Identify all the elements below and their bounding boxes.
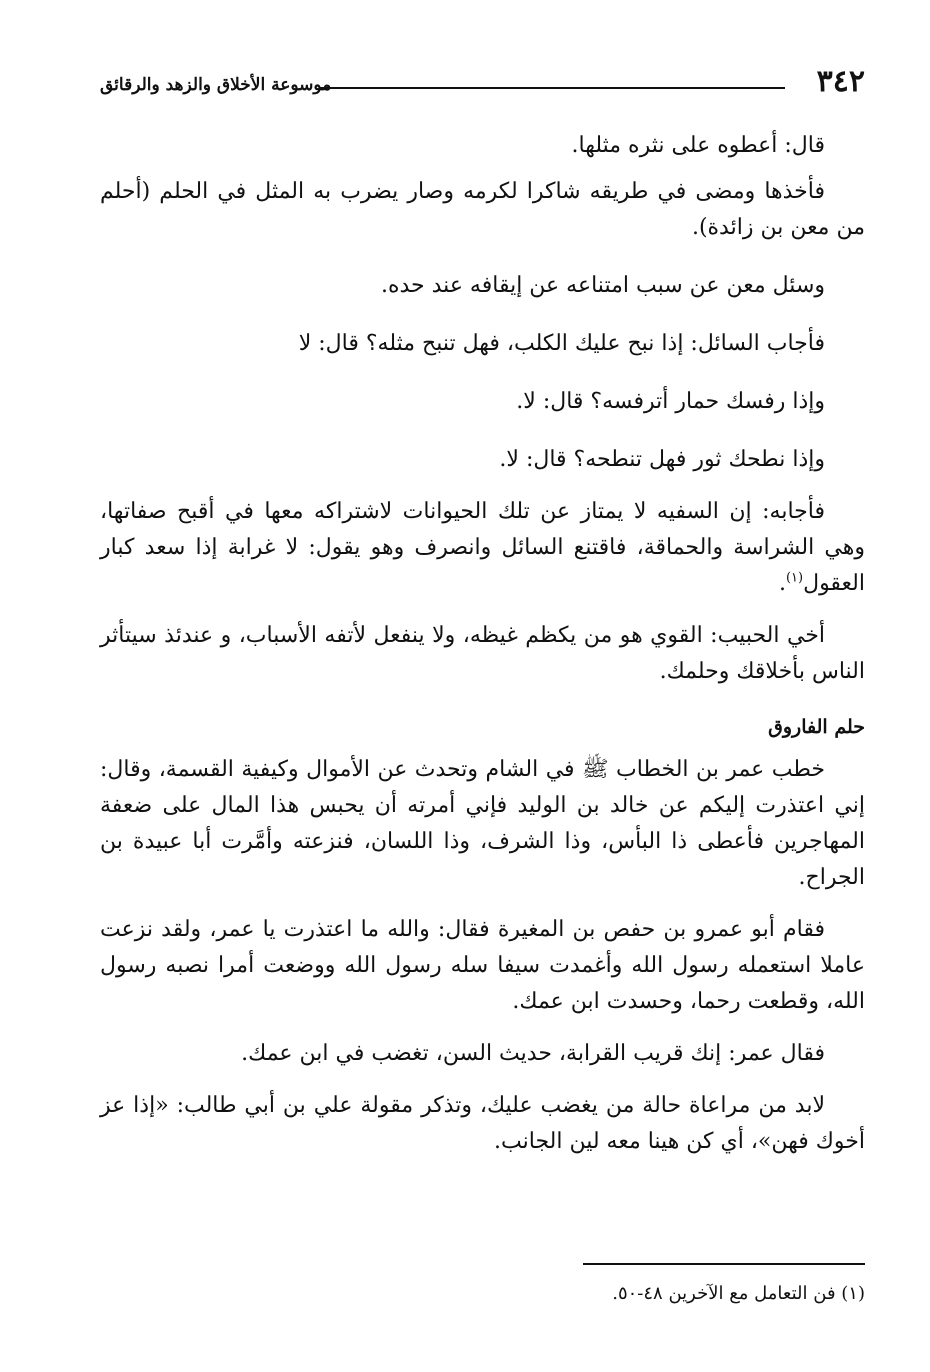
- paragraph: قال: أعطوه على نثره مثلها.: [571, 133, 825, 158]
- paragraph: [100, 494, 865, 602]
- paragraph: خطب عمر بن الخطاب ﷺ في الشام وتحدث عن الأموال وكيفية القسمة، وقال: إني اعتذرت إليكم عن خالد بن الوليد فإني أمرته أن يحبس هذا المال على ضعفة المهاجرين فأعطى ذا البأس، وذا الشرف، وذا اللسان، فنزعته وأمَّرت أبا عبيدة بن الجراح.: [100, 757, 865, 890]
- paragraph: وإذا نطحك ثور فهل تنطحه؟ قال: لا.: [499, 447, 825, 472]
- paragraph-text: فأجابه: إن السفيه لا يمتاز عن تلك الحيوانات لاشتراكه معها في أقبح صفاتها، وهي الشراسة والحماقة، فاقتنع السائل وانصرف وهو يقول: لا غرابة إذا سعد كبار العقول: [100, 499, 865, 596]
- page-body: [100, 128, 865, 1160]
- paragraph: فأجاب السائل: إذا نبح عليك الكلب، فهل تنبح مثله؟ قال: لا: [298, 331, 825, 356]
- footnote-reference: (١): [785, 570, 804, 586]
- header-rule: [320, 87, 785, 89]
- paragraph: فأخذها ومضى في طريقه شاكرا لكرمه وصار يضرب به المثل في الحلم (أحلم من معن بن زائدة).: [100, 179, 865, 240]
- page-header: [100, 66, 865, 102]
- paragraph-end: .: [778, 571, 786, 596]
- running-title: موسوعة الأخلاق والزهد والرقائق: [100, 75, 332, 95]
- section-heading: حلم الفاروق: [768, 716, 865, 738]
- paragraph: فقال عمر: إنك قريب القرابة، حديث السن، تغضب في ابن عمك.: [241, 1041, 825, 1066]
- paragraph: أخي الحبيب: القوي هو من يكظم غيظه، ولا ينفعل لأتفه الأسباب، و عندئذ سيتأثر الناس بأخلاقك وحلمك.: [100, 623, 865, 684]
- footnote-rule: [583, 1263, 865, 1265]
- paragraph: لابد من مراعاة حالة من يغضب عليك، وتذكر مقولة علي بن أبي طالب: «إذا عز أخوك فهن»، أي كن هينا معه لين الجانب.: [100, 1093, 865, 1154]
- paragraph: وإذا رفسك حمار أترفسه؟ قال: لا.: [516, 389, 825, 414]
- paragraph: وسئل معن عن سبب امتناعه عن إيقافه عند حده.: [380, 273, 825, 298]
- paragraph: فقام أبو عمرو بن حفص بن المغيرة فقال: والله ما اعتذرت يا عمر، ولقد نزعت عاملا استعمله رسول الله وأغمدت سيفا سله رسول الله ووضعت أمرا نصبه رسول الله، وقطعت رحما، وحسدت ابن عمك.: [100, 917, 865, 1014]
- page-number: ٣٤٢: [816, 64, 865, 99]
- footnote: (١) فن التعامل مع الآخرين ٤٨-٥٠.: [612, 1283, 865, 1304]
